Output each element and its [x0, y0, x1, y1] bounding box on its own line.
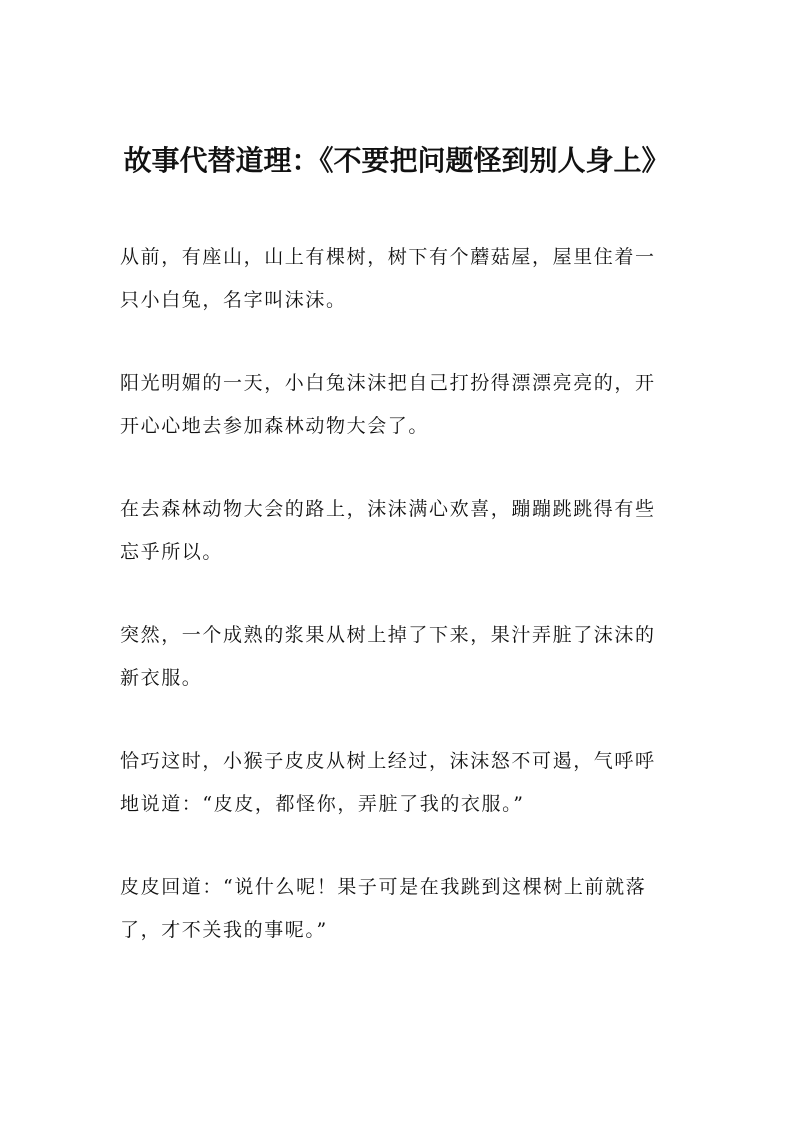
page-title: 故事代替道理：《不要把问题怪到别人身上》	[123, 143, 670, 177]
paragraph-3: 在去森林动物大会的路上，沫沫满心欢喜，蹦蹦跳跳得有些忘乎所以。	[120, 498, 656, 563]
paragraph-5: 恰巧这时，小猴子皮皮从树上经过，沫沫怒不可遏，气呼呼地说道：“皮皮，都怪你，弄脏了我的衣服。”	[120, 750, 656, 815]
paragraph-2: 阳光明媚的一天，小白兔沫沫把自己打扮得漂漂亮亮的，开开心心地去参加森林动物大会了。	[120, 372, 656, 437]
paragraph-4: 突然，一个成熟的浆果从树上掉了下来，果汁弄脏了沫沫的新衣服。	[120, 624, 656, 689]
story-body	[120, 236, 675, 992]
paragraph-1: 从前，有座山，山上有棵树，树下有个蘑菇屋，屋里住着一只小白兔，名字叫沫沫。	[120, 246, 656, 311]
paragraph-6: 皮皮回道：“说什么呢！果子可是在我跳到这棵树上前就落了，才不关我的事呢。”	[120, 876, 647, 941]
